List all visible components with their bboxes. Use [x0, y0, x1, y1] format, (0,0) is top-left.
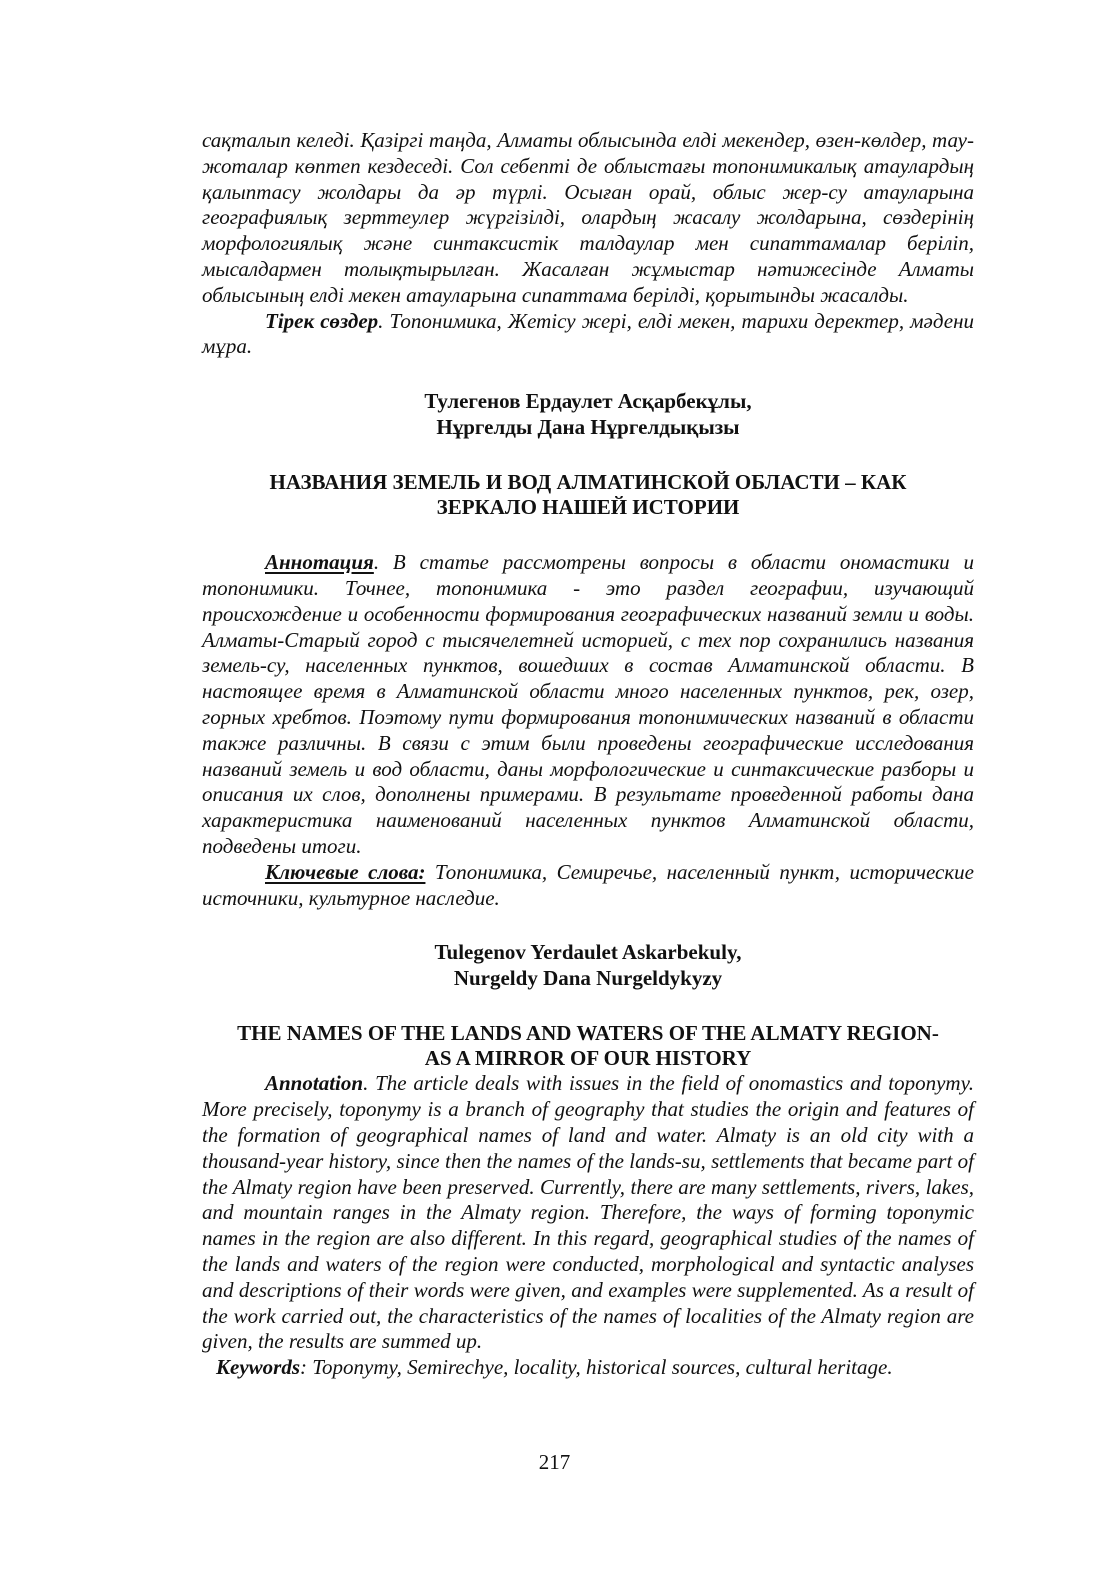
english-author-line-2: Nurgeldy Dana Nurgeldykyzy [453, 966, 723, 991]
kazakh-abstract-tail: сақталып келеді. Қазіргі таңда, Алматы облысында елді мекендер, өзен-көлдер, тау-жоталар көптеп кездеседі. Сол себепті де облыстағы топонимикалық атаулардың қалыптасу жолдары да әр түрлі. Осыған орай, облыс жер-су атауларына географиялық зерттеулер жүргізілді, олардың жасалу жолдарына, сөздерінің морфологиялық және синтаксистік талдаулар мен сипаттамалар беріліп, мысалдармен толықтырылған. Жасалған жұмыстар нәтижесінде Алматы облысының елді мекен атауларына сипаттама берілді, қорытынды жасалды. [202, 128, 974, 307]
english-annotation-text: . The article deals with issues in the field of onomastics and toponymy. More precisely, toponymy is a branch of geography that studies the origin and features of the formation of geographical names of land and water. Almaty is an old city with a thousand-year history, since then the names of the lands-su, settlements that became part of the Almaty region have been preserved. Currently, there are many settlements, rivers, lakes, and mountain ranges in the Almaty region. Therefore, the ways of forming toponymic names in the region are also different. In this regard, geographical studies of the names of the lands and waters of the region were conducted, morphological and syntactic analyses and descriptions of their words were given, and examples were supplemented. As a result of the work carried out, the characteristics of the names of localities of the Almaty region are given, the results are summed up. [202, 1071, 974, 1354]
english-title-line-2: AS A MIRROR OF OUR HISTORY [424, 1046, 752, 1071]
page-number: 217 [538, 1450, 571, 1474]
english-annotation-label: Annotation [265, 1071, 364, 1096]
english-keywords-label: Keywords [216, 1355, 300, 1380]
english-title-line-1: THE NAMES OF THE LANDS AND WATERS OF THE ALMATY REGION- [237, 1021, 939, 1046]
kazakh-keywords [202, 309, 974, 361]
russian-author-line-1: Тулегенов Ердаулет Асқарбекұлы, [424, 389, 752, 414]
russian-annotation-text: . В статье рассмотрены вопросы в области ономастики и топонимики. Точнее, топонимика - это раздел географии, изучающий происхождение и особенности формирования географических названий земли и воды. Алматы-Старый город с тысячелетней историей, с тех пор сохранились названия земель-су, населенных пунктов, вошедших в состав Алматинской области. В настоящее время в Алматинской области много населенных пунктов, рек, озер, горных хребтов. Поэтому пути формирования топонимических названий в области также различны. В связи с этим были проведены географические исследования названий земель и вод области, даны морфологические и синтаксические разборы и описания их слов, дополнены примерами. В результате проведенной работы дана характеристика наименований населенных пунктов Алматинской области, подведены итоги. [202, 550, 974, 858]
english-annotation [202, 1071, 974, 1355]
russian-title-line-1: НАЗВАНИЯ ЗЕМЕЛЬ И ВОД АЛМАТИНСКОЙ ОБЛАСТИ – КАК [269, 470, 907, 495]
russian-author-line-2: Нұргелды Дана Нұргелдықызы [436, 415, 740, 440]
kazakh-keywords-label: Тірек сөздер [265, 308, 379, 333]
russian-annotation-label: Аннотация [265, 550, 374, 575]
russian-keywords [202, 860, 974, 912]
russian-title-line-2: ЗЕРКАЛО НАШЕЙ ИСТОРИИ [436, 495, 740, 520]
russian-keywords-text: Топонимика, Семиречье, населенный пункт, исторические источники, культурное наследие. [202, 859, 974, 910]
english-keywords-text: : Toponymy, Semirechye, locality, historical sources, cultural heritage. [300, 1355, 893, 1380]
russian-keywords-label: Ключевые слова: [265, 859, 426, 884]
russian-annotation [202, 550, 974, 860]
kazakh-keywords-text: . Топонимика, Жетісу жері, елді мекен, тарихи деректер, мәдени мұра. [202, 308, 974, 359]
english-author-line-1: Tulegenov Yerdaulet Askarbekuly, [434, 940, 742, 965]
page-body [202, 128, 974, 1381]
english-keywords [202, 1355, 974, 1381]
